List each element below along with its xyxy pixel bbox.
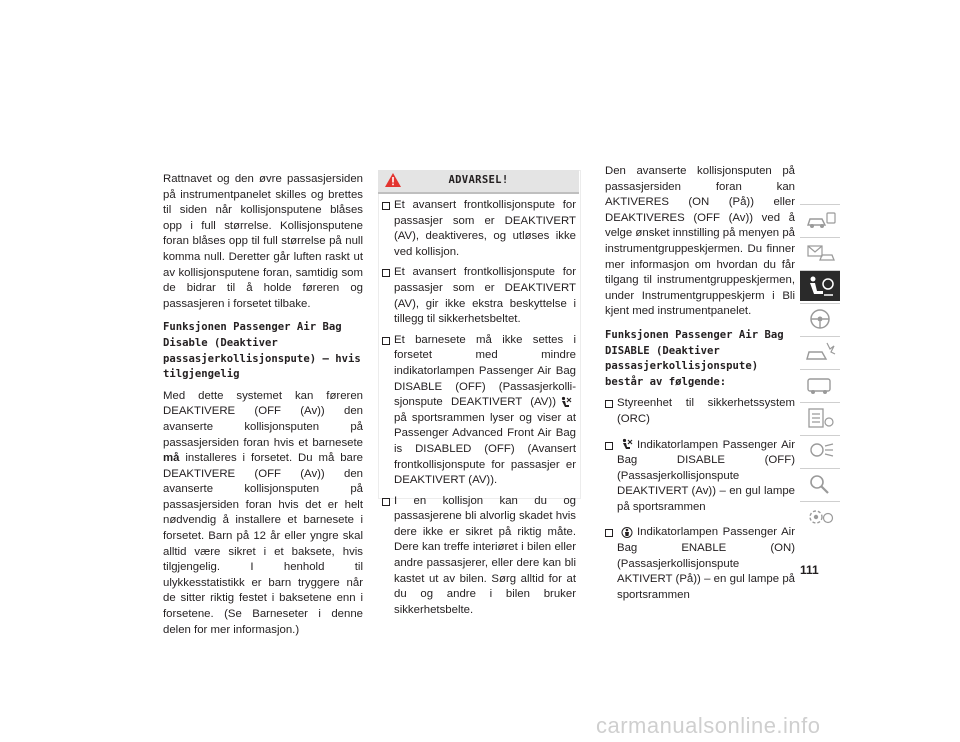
section-heading-components: Funksjonen Passenger Air Bag DISABLE (Deaktiver passasjerkollisjonspute) består av følgende: bbox=[605, 328, 784, 388]
tab-multimedia[interactable] bbox=[800, 435, 840, 466]
bullet-square-icon bbox=[382, 498, 390, 506]
emphasis-ma: må bbox=[163, 452, 180, 465]
right-column bbox=[605, 164, 795, 608]
activation-paragraph: Den avanserte kollisjonsputen på passasjersiden foran kan AKTIVERES (ON (På)) eller DEAKTIVERES (OFF (Av)) ved å velge ønsket innstilling på menyen på instrumentgruppeskjermen. Du finner mer informasjon om hvordan du får tilgang til instrumentgruppeskjermen, under Instrumentgruppeskjerm i Bli kjent med instrumentpanelet. bbox=[605, 165, 795, 318]
watermark: carmanualsonline.info bbox=[596, 713, 821, 738]
tab-index[interactable] bbox=[800, 468, 840, 499]
warning-item-text: Et avansert frontkollisjonspute for passasjer som er DEAKTIVERT (AV), deaktiveres, og utløses ikke ved kollisjon. bbox=[394, 199, 576, 258]
tab-specifications[interactable] bbox=[800, 402, 840, 433]
section-heading-passenger-airbag-disable: Funksjonen Passenger Air Bag Disable (Deaktiver passasjerkollisjonspute) – hvis tilgjengelig bbox=[163, 321, 361, 381]
tab-mail-car[interactable] bbox=[800, 237, 840, 268]
bullet-square-icon bbox=[382, 337, 390, 345]
warning-item bbox=[382, 198, 576, 260]
warning-item-text-cont: på sportsrammen lyser og viser at Passenger Advanced Front Air Bag is DISABLED (OFF) (Avansert frontkollisjonspute for passasjer er DEAKTIVERT (AV)). bbox=[394, 411, 576, 487]
airbag-off-indicator-icon bbox=[560, 396, 572, 409]
component-item-text: Styreenhet til sikkerhetssystem (ORC) bbox=[617, 397, 795, 425]
warning-item bbox=[382, 333, 576, 489]
component-item bbox=[605, 438, 795, 516]
system-text-a: Med dette systemet kan føreren DEAKTIVERE (OFF (Av)) den avanserte kollisjonsputen på passasjersiden foran hvis et barnesete bbox=[163, 389, 363, 449]
system-paragraph bbox=[163, 389, 363, 639]
lights-icon bbox=[800, 436, 840, 466]
car-crash-icon bbox=[800, 337, 840, 367]
checklist-icon bbox=[800, 403, 840, 433]
airbag-off-indicator-icon bbox=[621, 438, 633, 451]
warning-item-text: I en kollisjon kan du og passasjerene bli alvorlig skadet hvis dere ikke er sikret på riktig måte. Dere kan treffe interiøret i bilen eller andre passasjerer, eller dere kan bli kastet ut av bilen. Sørg alltid for at du og andre i bilen bruker sikkerhetsbelte. bbox=[394, 494, 576, 616]
warning-item bbox=[382, 265, 576, 327]
tab-language[interactable] bbox=[800, 501, 840, 532]
airbag-on-indicator-icon bbox=[621, 526, 633, 539]
tab-safety[interactable] bbox=[800, 270, 840, 301]
tab-emergency[interactable] bbox=[800, 336, 840, 367]
warning-item-text: Et barnesete må ikke settes i forsetet med mindre indikatorlampen Passenger Air Bag DISABLE (OFF) (Passasjerkollisjonspute DEAKTIVERT (AV)) bbox=[394, 333, 576, 409]
warning-title: ADVARSEL! bbox=[448, 174, 509, 186]
component-item bbox=[605, 525, 795, 603]
tab-car-info[interactable] bbox=[800, 204, 840, 235]
mail-car-icon bbox=[800, 238, 840, 268]
gear-language-icon bbox=[800, 502, 840, 532]
component-item-text: Indikatorlampen Passenger Air Bag ENABLE (ON) (Passasjerkollisjonspute AKTIVERT (På)) – en gul lampe på sportsrammen bbox=[617, 526, 795, 601]
car-service-icon bbox=[800, 370, 840, 400]
bullet-square-icon bbox=[605, 442, 613, 450]
car-info-icon bbox=[800, 205, 840, 235]
left-column bbox=[163, 172, 363, 644]
warning-header bbox=[378, 170, 579, 194]
bullet-square-icon bbox=[605, 529, 613, 537]
bullet-square-icon bbox=[605, 400, 613, 408]
magnifier-icon bbox=[800, 469, 840, 499]
tab-driving[interactable] bbox=[800, 303, 840, 334]
warning-item-text: Et avansert frontkollisjonspute for passasjer som er DEAKTIVERT (AV), gir ikke ekstra beskyttelse i tillegg til sikkerhetsbeltet. bbox=[394, 266, 576, 326]
page-number: 111 bbox=[800, 563, 819, 577]
tab-service[interactable] bbox=[800, 369, 840, 400]
airbag-seat-icon bbox=[800, 271, 840, 301]
component-item-text: Indikatorlampen Passenger Air Bag DISABLE (OFF) (Passasjerkollisjonspute DEAKTIVERT (Av)) – en gul lampe på sportsrammen bbox=[617, 438, 795, 513]
bullet-square-icon bbox=[382, 269, 390, 277]
component-item bbox=[605, 396, 795, 427]
warning-item bbox=[382, 494, 576, 619]
bullet-square-icon bbox=[382, 202, 390, 210]
intro-paragraph: Rattnavet og den øvre passasjersiden på instrumentpanelet skilles og brettes til siden når kollisjonsputene blåses opp i full størrelse. Kollisjonsputene foran blåses opp til full størrelse på null komma null. Deretter går luften raskt ut av kollisjonsputene foran, samtidig som de bidrar til å holde føreren og passasjeren i forsetet tilbake. bbox=[163, 173, 363, 310]
steering-wheel-icon bbox=[800, 304, 840, 334]
warning-list bbox=[382, 198, 576, 623]
system-text-b: installeres i forsetet. Du må bare DEAKTIVERE (OFF (Av)) den avanserte kollisjonsputen på passasjersiden foran hvis det er helt nødvendig å installere et barnesete i forsetet. Barn på 12 år eller yngre skal alltid være sikret i et baksete, hvis tilgjengelig. I henhold til ulykkesstatistikk er barn tryggere når de sitter riktig festet i baksetene enn i forsetene. (Se Barneseter i denne delen for mer informasjon.) bbox=[163, 452, 364, 636]
